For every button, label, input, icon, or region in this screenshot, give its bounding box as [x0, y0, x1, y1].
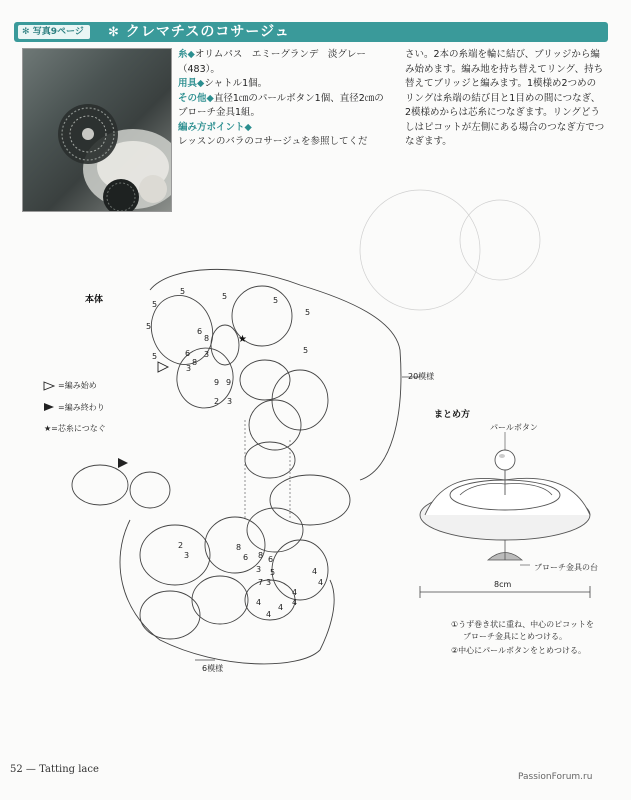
- stitch-count-number: 5: [152, 352, 158, 361]
- asterisk-flower-icon: ✻: [108, 25, 120, 40]
- stitch-count-number: 6: [185, 349, 191, 358]
- step-2-text: ②中心にパールボタンをとめつける。: [451, 646, 587, 655]
- stitch-count-number: 4: [312, 567, 318, 576]
- stitch-count-number: 4: [318, 578, 324, 587]
- thread-label: 糸◆: [178, 49, 195, 60]
- page-footer: 52 — Tatting lace: [10, 764, 99, 775]
- assembly-illustration: [420, 432, 590, 598]
- brooch-base-label: ブローチ金具の台: [534, 563, 598, 572]
- legend-start-label: =編み始め: [58, 381, 97, 390]
- step-1-text: ①うず巻き状に重ね、中心のピコットを: [451, 620, 595, 629]
- legend-start-icon: [44, 382, 54, 390]
- stitch-count-number: 5: [152, 300, 158, 309]
- stitch-count-number: 4: [266, 610, 272, 619]
- size-label: 8cm: [494, 580, 512, 589]
- stitch-count-number: 6: [243, 553, 249, 562]
- stitch-count-number: 4: [278, 603, 284, 612]
- stitch-count-number: 3: [204, 350, 210, 359]
- instructions-text: さい。2本の糸端を輪に結び、ブリッジから編み始めます。編み地を持ち替えてリング、持ち替えてブリッジと編みます。1模様め2つめのリングは糸端の結び目と1目めの間につなぎ、2模様めからは芯糸につなぎます。リングどうしはピコットが左側にある場合のつなぎ方でつなぎます。: [405, 49, 605, 147]
- stitch-count-number: 4: [256, 598, 262, 607]
- stitch-count-number: 3: [266, 578, 272, 587]
- book-title: Tatting lace: [39, 764, 99, 775]
- stitch-count-number: 3: [227, 397, 233, 406]
- page-number: 52: [10, 764, 23, 775]
- legend-join-label: ★=芯糸につなぐ: [44, 424, 106, 433]
- point-text: レッスンのバラのコサージュを参照してくだ: [178, 136, 368, 147]
- stitch-count-number: 9: [226, 378, 232, 387]
- photo-reference-text: 写真9ページ: [32, 27, 84, 37]
- stitch-count-number: 5: [303, 346, 309, 355]
- stitch-count-number: 5: [270, 568, 276, 577]
- stitch-count-number: 7: [258, 578, 264, 587]
- main-body-label: 本体: [85, 295, 104, 305]
- pattern-6-label: 6模様: [202, 664, 224, 673]
- stitch-count-number: 8: [192, 358, 198, 367]
- join-star-icon: ★: [238, 334, 247, 345]
- stitch-count-number: 2: [178, 541, 184, 550]
- stitch-count-number: 5: [222, 292, 228, 301]
- stitch-count-number: 5: [305, 308, 311, 317]
- stitch-count-number: 3: [256, 565, 262, 574]
- stitch-count-number: 5: [180, 287, 186, 296]
- tools-label: 用具◆: [178, 78, 205, 89]
- other-text: 直径1㎝のパールボタン1個、直径2㎝のブローチ金具1組。: [178, 92, 384, 118]
- asterisk-flower-icon: ✻: [22, 27, 33, 37]
- stitch-count-number: 3: [186, 364, 192, 373]
- watermark: PassionForum.ru: [518, 772, 593, 782]
- stitch-count-number: 6: [268, 555, 274, 564]
- pattern-20-label: 20模様: [408, 372, 435, 381]
- stitch-count-number: 5: [146, 322, 152, 331]
- start-marker-icon: [158, 362, 168, 372]
- pearl-button-label: パールボタン: [490, 423, 538, 432]
- end-marker-icon: [118, 458, 128, 468]
- stitch-count-number: 4: [292, 598, 298, 607]
- stitch-count-number: 8: [236, 543, 242, 552]
- legend-end-icon: [44, 403, 54, 411]
- stitch-count-number: 2: [214, 397, 220, 406]
- other-label: その他◆: [178, 92, 214, 104]
- thread-text: オリムパス エミーグランデ 淡グレー（483）。: [178, 49, 366, 75]
- legend-end-label: =編み終わり: [58, 403, 105, 412]
- stitch-count-number: 9: [214, 378, 220, 387]
- stitch-count-number: 6: [197, 327, 203, 336]
- assembly-title: まとめ方: [434, 410, 471, 420]
- point-label: 編み方ポイント◆: [178, 121, 252, 133]
- step-1b-text: ブローチ金具にとめつける。: [463, 632, 567, 641]
- stitch-count-number: 8: [204, 334, 210, 343]
- stitch-count-number: 8: [258, 551, 264, 560]
- stitch-count-number: 4: [292, 588, 298, 597]
- title-text: クレマチスのコサージュ: [125, 24, 290, 40]
- stitch-count-number: 5: [273, 296, 279, 305]
- stitch-count-number: 3: [184, 551, 190, 560]
- tools-text: シャトル1個。: [204, 78, 268, 89]
